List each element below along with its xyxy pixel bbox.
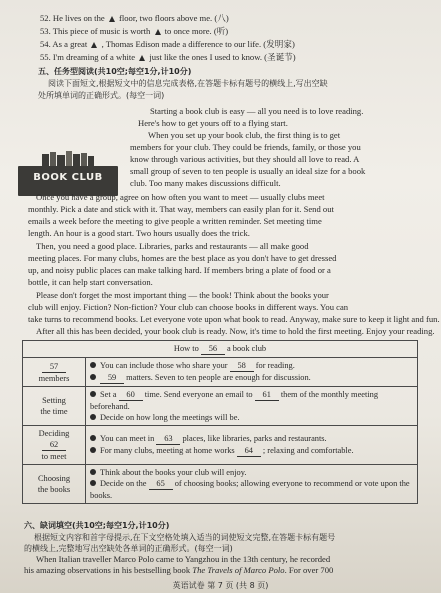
passage-line: Then, you need a good place. Libraries, parks and restaurants — all make good xyxy=(36,241,309,251)
row-label: Deciding 62 to meet xyxy=(23,426,86,465)
row-content: You can include those who share your 58 for reading. 59 matters. Seven to ten people are enough for discussion. xyxy=(86,358,418,387)
blank-62[interactable]: 62 xyxy=(42,439,66,451)
question-54: 54. As a great , Thomas Edison made a difference to our life. (发明家) xyxy=(40,39,295,49)
question-55: 55. I'm dreaming of a white just like the ones I used to know. (圣诞节) xyxy=(40,52,296,62)
passage-line: length. An hour is a good start. Two hours usually does the trick. xyxy=(28,228,250,238)
answer-marker-icon xyxy=(109,16,115,22)
passage-line: members for your club. They could be friends, family, or those you xyxy=(130,142,361,152)
bullet-icon xyxy=(90,374,96,380)
row-label: 57 members xyxy=(23,358,86,387)
section-5-instruction: 阅读下面短文,根据短文中的信息完成表格,在答题卡标有题号的横线上,写出空缺 xyxy=(48,79,328,88)
section-5-title: 五、任务型阅读(共10空;每空1分,计10分) xyxy=(38,67,192,76)
row-content: Set a 60 time. Send everyone an email to 61 them of the monthly meeting beforehand. Decide on how long the meetings will be. xyxy=(86,387,418,426)
passage-line: monthly. Pick a date and stick with it. That way, members can easily plan for it. Send out xyxy=(28,204,334,214)
passage-line: Starting a book club is easy — all you need is to love reading. xyxy=(150,106,364,116)
section-6-passage: When Italian traveller Marco Polo came to Yangzhou in the 13th century, he recorded xyxy=(36,554,331,564)
answer-marker-icon xyxy=(91,42,97,48)
section-6-instruction-2: 的横线上,完整地写出空缺处各单词的正确形式。(每空一词) xyxy=(24,544,233,553)
passage-line: Please don't forget the most important thing — the book! Think about the books your xyxy=(36,290,329,300)
table-row xyxy=(23,465,418,504)
blank-56[interactable]: 56 xyxy=(201,343,225,355)
passage-line: small group of seven to ten people is usually an ideal size for a book xyxy=(130,166,366,176)
blank-61[interactable]: 61 xyxy=(255,389,279,401)
passage-line: club. Too many makes discussions difficult. xyxy=(130,178,281,188)
table-row xyxy=(23,426,418,465)
answer-marker-icon xyxy=(139,55,145,61)
passage-line: bottle, it can help start conversation. xyxy=(28,277,153,287)
blank-65[interactable]: 65 xyxy=(149,478,173,490)
question-52: 52. He lives on the floor, two floors above me. (八) xyxy=(40,13,229,23)
table-header: How to 56 a book club xyxy=(23,341,418,358)
bullet-icon xyxy=(90,435,96,441)
blank-57[interactable]: 57 xyxy=(42,361,66,373)
book-club-logo-text: BOOK CLUB xyxy=(33,172,103,183)
passage-line: club will enjoy. Fiction? Non-fiction? Your club can choose books in different ways. You can xyxy=(28,302,349,312)
passage-line: take turns to recommend books. Let everyone vote upon what book to read. Anyway, make sure to keep it light and fun. xyxy=(28,314,440,324)
row-label: Setting the time xyxy=(23,387,86,426)
section-6-title: 六、缺词填空(共10空;每空1分,计10分) xyxy=(24,521,170,530)
bullet-icon xyxy=(90,480,96,486)
row-label: Choosing the books xyxy=(23,465,86,504)
passage-line: Here's how to get yours off to a flying start. xyxy=(138,118,288,128)
bullet-icon xyxy=(90,469,96,475)
book-title: The Travels of Marco Polo xyxy=(192,565,285,575)
bullet-icon xyxy=(90,391,96,397)
passage-line: When you set up your book club, the first thing is to get xyxy=(148,130,341,140)
passage-line: meeting places. For many clubs, homes are the best place as you don't have to get dressed xyxy=(28,253,337,263)
answer-marker-icon xyxy=(155,29,161,35)
section-5-instruction-2: 处所填单词的正确形式。(每空一词) xyxy=(38,91,165,100)
passage-line: emails a week before the meeting to give people a written reminder. Set meeting time xyxy=(28,216,322,226)
section-6-instruction: 根据短文内容和首字母提示,在下文空格处填入适当的词使短文完整,在答题卡标有题号 xyxy=(34,533,336,542)
passage-line: Once you have a group, agree on how often you want to meet — usually clubs meet xyxy=(36,192,325,202)
page-footer: 英语试卷 第 7 页 (共 8 页) xyxy=(172,581,269,590)
bullet-icon xyxy=(90,447,96,453)
blank-64[interactable]: 64 xyxy=(237,445,261,457)
row-content: Think about the books your club will enjoy. Decide on the 65 of choosing books; allowing everyone to recommend or vote upon the books. xyxy=(86,465,418,504)
table-row xyxy=(23,387,418,426)
section-6-passage-2: his amazing observations in his bestselling book The Travels of Marco Polo. For over 700 xyxy=(24,565,334,575)
passage-line: know through various activities, but they should all love to read. A xyxy=(130,154,360,164)
blank-59[interactable]: 59 xyxy=(100,372,124,384)
passage-line: up, and noisy public places can make talking hard. If members bring a plate of food or a xyxy=(28,265,331,275)
bullet-icon xyxy=(90,362,96,368)
row-content: You can meet in 63 places, like libraries, parks and restaurants. For many clubs, meeting at home works 64 ; relaxing and comfortable. xyxy=(86,426,418,465)
table-row xyxy=(23,358,418,387)
blank-63[interactable]: 63 xyxy=(156,433,180,445)
question-53: 53. This piece of music is worth to once more. (听) xyxy=(40,26,229,36)
passage-line: After all this has been decided, your book club is ready. Now, it's time to hold the first meeting. Enjoy your reading. xyxy=(36,326,435,336)
table-header-row xyxy=(23,341,418,358)
blank-58[interactable]: 58 xyxy=(230,360,254,372)
summary-table xyxy=(22,340,418,504)
bullet-icon xyxy=(90,414,96,420)
blank-60[interactable]: 60 xyxy=(119,389,143,401)
